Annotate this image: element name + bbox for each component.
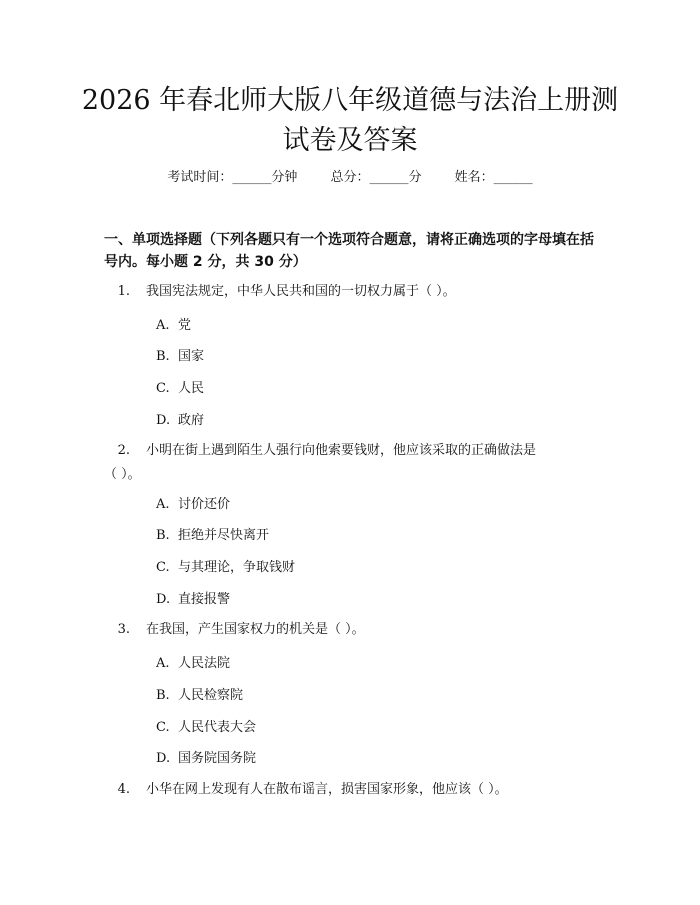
option-letter: C.	[156, 720, 170, 735]
option-3c	[156, 716, 256, 735]
option-2c	[156, 556, 295, 575]
option-letter: D.	[156, 413, 171, 428]
option-text: 国务院国务院	[178, 751, 257, 766]
option-letter: C.	[156, 560, 170, 575]
page-title-line2: 试卷及答案	[282, 125, 418, 156]
option-1b	[156, 345, 204, 364]
question-1	[104, 280, 574, 304]
option-3a	[156, 652, 230, 671]
option-text: 国家	[178, 349, 205, 364]
option-text: 党	[178, 318, 192, 333]
option-2b	[156, 524, 269, 543]
option-text: 人民法院	[178, 656, 231, 671]
question-number: 2.	[117, 443, 130, 458]
question-3	[104, 618, 574, 642]
question-text: 我国宪法规定，中华人民共和国的一切权力属于（ ）。	[146, 284, 456, 299]
question-number: 4.	[117, 782, 130, 797]
option-text: 直接报警	[178, 592, 231, 607]
option-3d	[156, 747, 256, 766]
option-2d	[156, 588, 230, 607]
question-text: 小明在街上遇到陌生人强行向他索要钱财，他应该采取的正确做法是	[146, 443, 537, 458]
question-number: 1.	[117, 284, 130, 299]
section-heading	[104, 229, 604, 273]
exam-meta	[0, 166, 700, 185]
question-text-continued: （ ）。	[104, 467, 141, 482]
name-field: 姓名：______	[454, 170, 533, 185]
section-heading-line2: 号内。每小题 2 分，共 30 分）	[104, 254, 307, 270]
option-letter: B.	[156, 528, 170, 543]
option-letter: A.	[156, 656, 170, 671]
option-letter: B.	[156, 349, 170, 364]
option-text: 与其理论，争取钱财	[178, 560, 296, 575]
option-text: 拒绝并尽快离开	[178, 528, 270, 543]
option-letter: D.	[156, 751, 171, 766]
question-text: 在我国，产生国家权力的机关是（ ）。	[146, 622, 365, 637]
option-text: 人民代表大会	[178, 720, 257, 735]
question-2	[104, 439, 574, 487]
option-2a	[156, 493, 230, 512]
option-text: 人民	[178, 381, 205, 396]
option-text: 人民检察院	[178, 688, 244, 703]
option-text: 政府	[178, 413, 205, 428]
option-1c	[156, 377, 204, 396]
question-4	[104, 778, 574, 802]
option-letter: B.	[156, 688, 170, 703]
section-heading-line1: 一、单项选择题（下列各题只有一个选项符合题意，请将正确选项的字母填在括	[104, 232, 594, 248]
question-number: 3.	[117, 622, 130, 637]
option-3b	[156, 684, 243, 703]
page-title: 2026 年春北师大版八年级道德与法治上册测	[81, 85, 619, 116]
option-letter: A.	[156, 318, 170, 333]
option-letter: A.	[156, 497, 170, 512]
total-score-field: 总分：______分	[330, 170, 422, 185]
question-text: 小华在网上发现有人在散布谣言，损害国家形象，他应该（ ）。	[146, 782, 508, 797]
exam-time-field: 考试时间：______分钟	[167, 170, 298, 185]
option-text: 讨价还价	[178, 497, 231, 512]
option-letter: D.	[156, 592, 171, 607]
option-1d	[156, 409, 204, 428]
option-1a	[156, 314, 191, 333]
option-letter: C.	[156, 381, 170, 396]
